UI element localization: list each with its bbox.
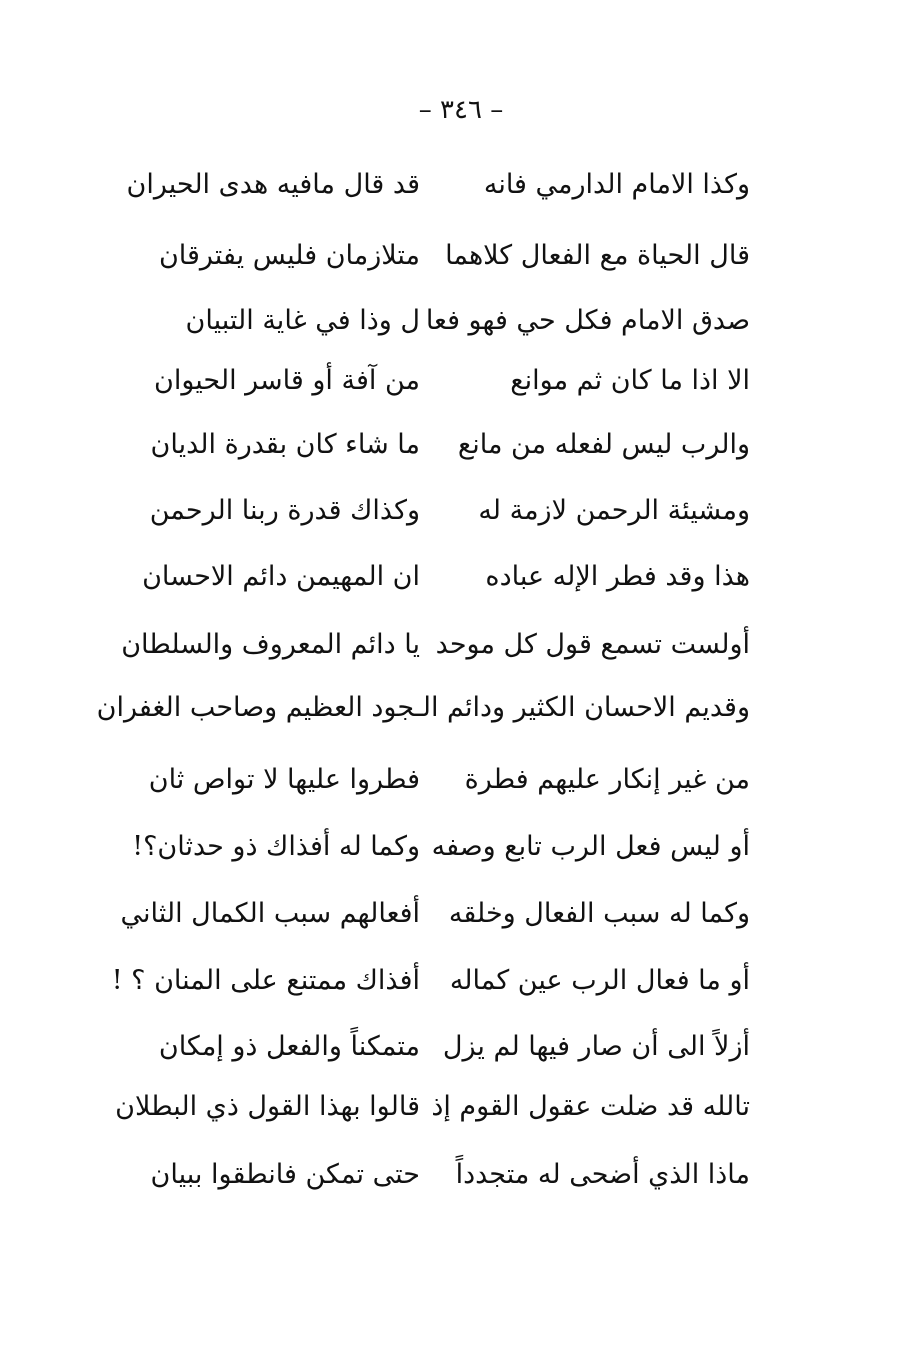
first-hemistich: الا اذا ما كان ثم موانع <box>510 365 750 396</box>
verse-line-full <box>96 683 750 733</box>
verse-line <box>130 1150 750 1200</box>
first-hemistich: تالله قد ضلت عقول القوم إذ <box>431 1091 750 1122</box>
first-hemistich: هذا وقد فطر الإله عباده <box>485 561 750 592</box>
verse-line <box>126 160 750 210</box>
verse-line <box>130 552 750 602</box>
verse-line <box>130 420 750 470</box>
first-hemistich: أو ليس فعل الرب تابع وصفه <box>431 831 750 862</box>
second-hemistich: ل وذا في غاية التبيان <box>185 305 420 336</box>
second-hemistich: يا دائم المعروف والسلطان <box>121 629 420 660</box>
first-hemistich: صدق الامام فكل حي فهو فعا <box>425 305 750 336</box>
second-hemistich: متمكناً والفعل ذو إمكان <box>158 1031 420 1062</box>
second-hemistich: وكذاك قدرة ربنا الرحمن <box>149 495 420 526</box>
second-hemistich: قد قال مافيه هدى الحيران <box>126 169 420 200</box>
first-hemistich: وكذا الامام الدارمي فانه <box>483 169 750 200</box>
first-hemistich: أولست تسمع قول كل موحد <box>435 629 750 660</box>
second-hemistich: من آفة أو قاسر الحيوان <box>153 365 420 396</box>
page-number: – ٣٤٦ – <box>418 95 504 125</box>
verse-line <box>120 889 750 939</box>
first-hemistich: من غير إنكار عليهم فطرة <box>464 764 750 795</box>
first-hemistich: والرب ليس لفعله من مانع <box>457 429 750 460</box>
second-hemistich: وكما له أفذاك ذو حدثان؟! <box>132 831 420 862</box>
verse-line <box>130 231 750 281</box>
full-verse: وقديم الاحسان الكثير ودائم الـجود العظيم وصاحب الغفران <box>96 692 750 723</box>
second-hemistich: أفعالهم سبب الكمال الثاني <box>120 898 420 929</box>
verse-line <box>130 486 750 536</box>
verse-line <box>130 356 750 406</box>
second-hemistich: ما شاء كان بقدرة الديان <box>150 429 420 460</box>
first-hemistich: أزلاً الى أن صار فيها لم يزل <box>442 1031 750 1062</box>
second-hemistich: فطروا عليها لا تواص ثان <box>148 764 420 795</box>
verse-line <box>130 822 750 872</box>
first-hemistich: قال الحياة مع الفعال كلاهما <box>445 240 750 271</box>
second-hemistich: أفذاك ممتنع على المنان ؟ ! <box>111 965 420 996</box>
verse-line <box>130 1022 750 1072</box>
verse-line <box>115 1082 750 1132</box>
second-hemistich: متلازمان فليس يفترقان <box>158 240 420 271</box>
second-hemistich: حتى تمكن فانطقوا ببيان <box>150 1159 420 1190</box>
second-hemistich: قالوا بهذا القول ذي البطلان <box>115 1091 420 1122</box>
verse-line <box>121 620 750 670</box>
verse-line <box>111 956 750 1006</box>
first-hemistich: وكما له سبب الفعال وخلقه <box>448 898 750 929</box>
verse-line <box>130 755 750 805</box>
first-hemistich: ماذا الذي أضحى له متجدداً <box>455 1159 750 1190</box>
second-hemistich: ان المهيمن دائم الاحسان <box>142 561 420 592</box>
first-hemistich: ومشيئة الرحمن لازمة له <box>478 495 750 526</box>
verse-line <box>130 296 750 346</box>
first-hemistich: أو ما فعال الرب عين كماله <box>449 965 750 996</box>
